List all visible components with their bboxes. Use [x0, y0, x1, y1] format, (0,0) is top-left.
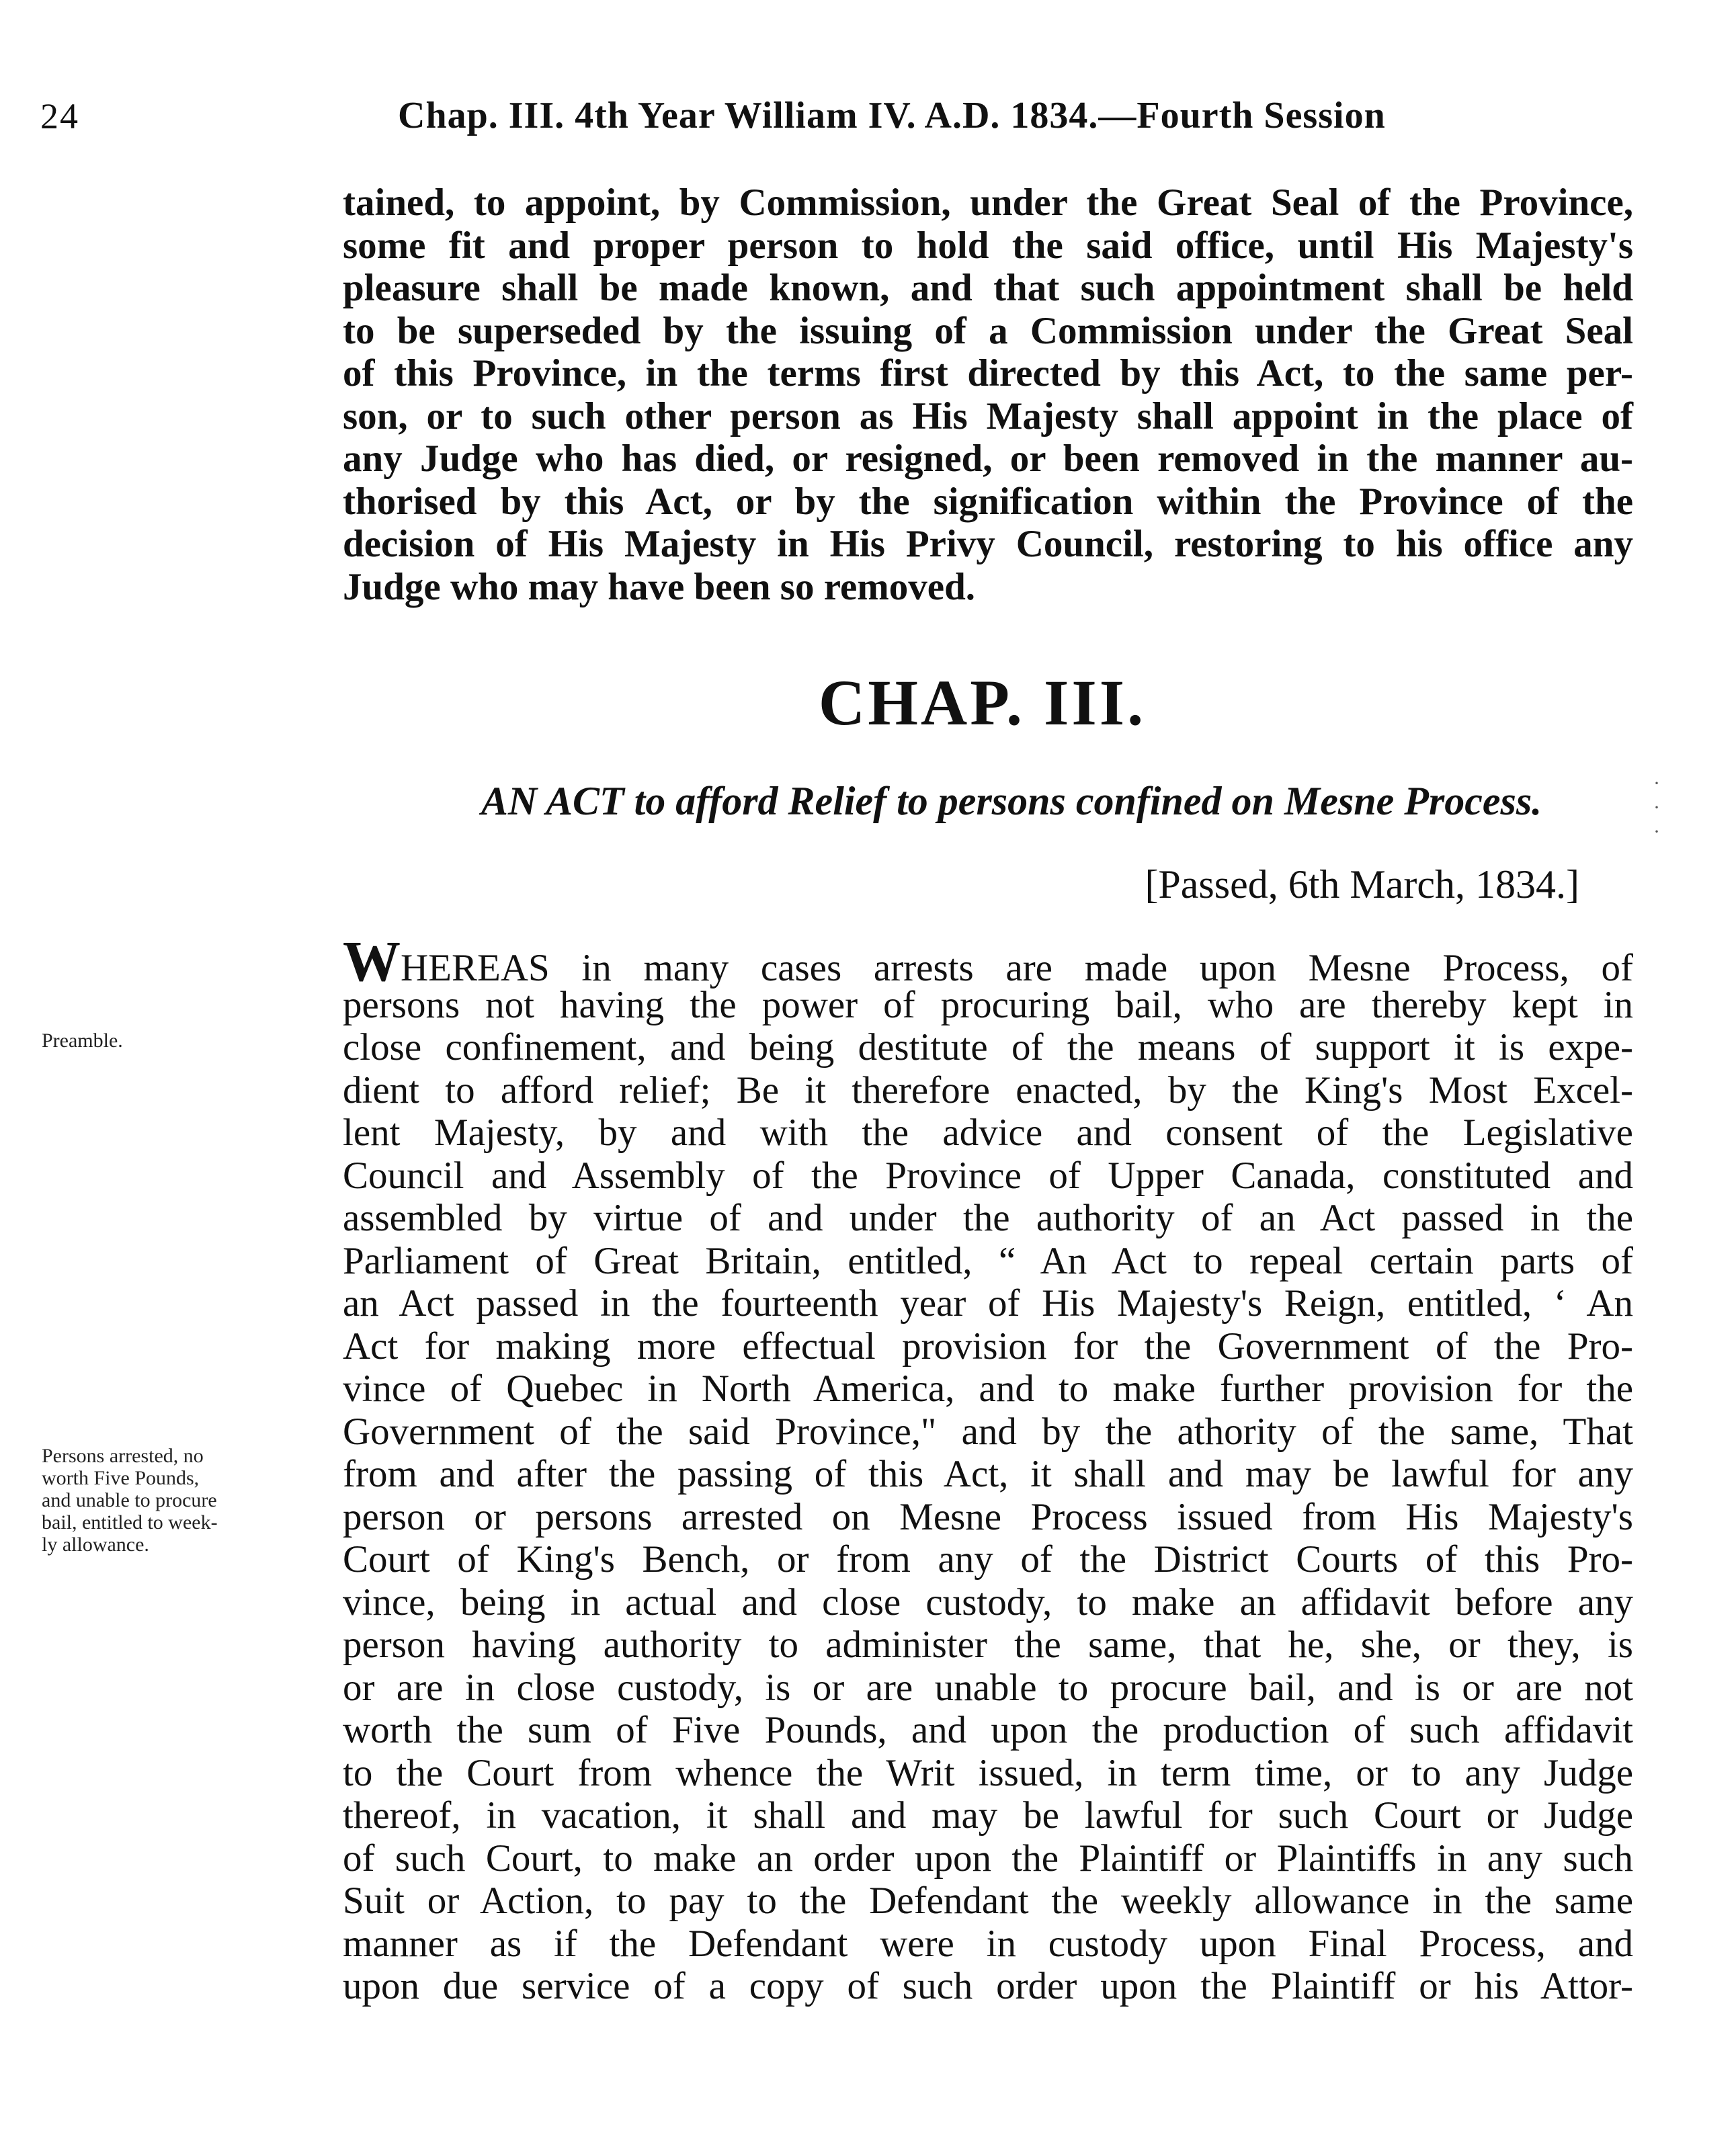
margin-note-line: and unable to procure — [42, 1489, 217, 1511]
text-line: to be superseded by the issuing of a Commission under the Great Seal — [343, 309, 1633, 352]
text-line: an Act passed in the fourteenth year of His Majesty's Reign, entitled, ‘ An — [343, 1282, 1633, 1325]
text-line: lent Majesty, by and with the advice and consent of the Legislative — [343, 1111, 1633, 1154]
continued-paragraph — [343, 181, 1633, 608]
text-line: Council and Assembly of the Province of Upper Canada, constituted and — [343, 1154, 1633, 1197]
text-line: tained, to appoint, by Commission, under the Great Seal of the Province, — [343, 181, 1633, 224]
text-line: close confinement, and being destitute of the means of support it is expe- — [343, 1026, 1633, 1068]
text-line: to the Court from whence the Writ issued, in term time, or to any Judge — [343, 1751, 1633, 1794]
text-line: vince, being in actual and close custody, to make an affidavit before any — [343, 1581, 1633, 1624]
margin-note-line: worth Five Pounds, — [42, 1467, 200, 1489]
text-line: manner as if the Defendant were in custody upon Final Process, and — [343, 1922, 1633, 1965]
chapter-heading: CHAP. III. — [818, 667, 1147, 739]
text-line: or are in close custody, is or are unable to procure bail, and is or are not — [343, 1666, 1633, 1709]
text-line: person or persons arrested on Mesne Process issued from His Majesty's — [343, 1495, 1633, 1538]
drop-cap: W — [343, 929, 401, 993]
text-line: Government of the said Province," and by the athority of the same, That — [343, 1410, 1633, 1453]
margin-note-preamble — [42, 1030, 123, 1052]
text-line: son, or to such other person as His Majesty shall appoint in the place of — [343, 394, 1633, 437]
main-paragraph — [343, 929, 1633, 2008]
text-line: dient to afford relief; Be it therefore enacted, by the King's Most Excel- — [343, 1068, 1633, 1111]
text-line: of this Province, in the terms first directed by this Act, to the same per- — [343, 352, 1633, 394]
text-line: Parliament of Great Britain, entitled, “ An Act to repeal certain parts of — [343, 1239, 1633, 1282]
page-number: 24 — [40, 96, 79, 136]
margin-note-line: Persons arrested, no — [42, 1445, 204, 1467]
text-line: assembled by virtue of and under the authority of an Act passed in the — [343, 1197, 1633, 1239]
text-line: any Judge who has died, or resigned, or been removed in the manner au- — [343, 437, 1633, 480]
passed-date: [Passed, 6th March, 1834.] — [1145, 862, 1579, 907]
text-line: person having authority to administer the same, that he, she, or they, is — [343, 1624, 1633, 1666]
text-line: decision of His Majesty in His Privy Council, restoring to his office any — [343, 523, 1633, 565]
text-line: Act for making more effectual provision for the Government of the Pro- — [343, 1325, 1633, 1368]
act-title: AN ACT to afford Relief to persons confined on Mesne Process. — [481, 779, 1542, 823]
text-line: Suit or Action, to pay to the Defendant the weekly allowance in the same — [343, 1880, 1633, 1922]
text-line: thorised by this Act, or by the signification within the Province of the — [343, 480, 1633, 523]
first-line-text: HEREAS in many cases arrests are made upon Mesne Process, of — [401, 947, 1633, 989]
text-line: Court of King's Bench, or from any of the District Courts of this Pro- — [343, 1538, 1633, 1581]
text-line: pleasure shall be made known, and that such appointment shall be held — [343, 267, 1633, 309]
margin-note-persons-arrested — [42, 1445, 218, 1556]
text-line: vince of Quebec in North America, and to make further provision for the — [343, 1368, 1633, 1410]
text-line: from and after the passing of this Act, it shall and may be lawful for any — [343, 1453, 1633, 1495]
text-line: of such Court, to make an order upon the Plaintiff or Plaintiffs in any such — [343, 1837, 1633, 1880]
margin-note-line: ly allowance. — [42, 1533, 149, 1556]
margin-note-line: Preamble. — [42, 1030, 123, 1052]
text-line: Judge who may have been so removed. — [343, 565, 976, 608]
running-head: Chap. III. 4th Year William IV. A.D. 1834.—Fourth Session — [398, 95, 1386, 136]
margin-note-line: bail, entitled to week- — [42, 1511, 218, 1533]
scan-edge-marks: · · · — [1653, 772, 1660, 843]
text-line: upon due service of a copy of such order upon the Plaintiff or his Attor- — [343, 1965, 1633, 2007]
text-line: some fit and proper person to hold the said office, until His Majesty's — [343, 224, 1633, 267]
text-line: worth the sum of Five Pounds, and upon the production of such affidavit — [343, 1709, 1633, 1751]
text-line: persons not having the power of procuring bail, who are thereby kept in — [343, 983, 1633, 1026]
first-line — [343, 929, 1633, 993]
text-line: thereof, in vacation, it shall and may be lawful for such Court or Judge — [343, 1794, 1633, 1837]
